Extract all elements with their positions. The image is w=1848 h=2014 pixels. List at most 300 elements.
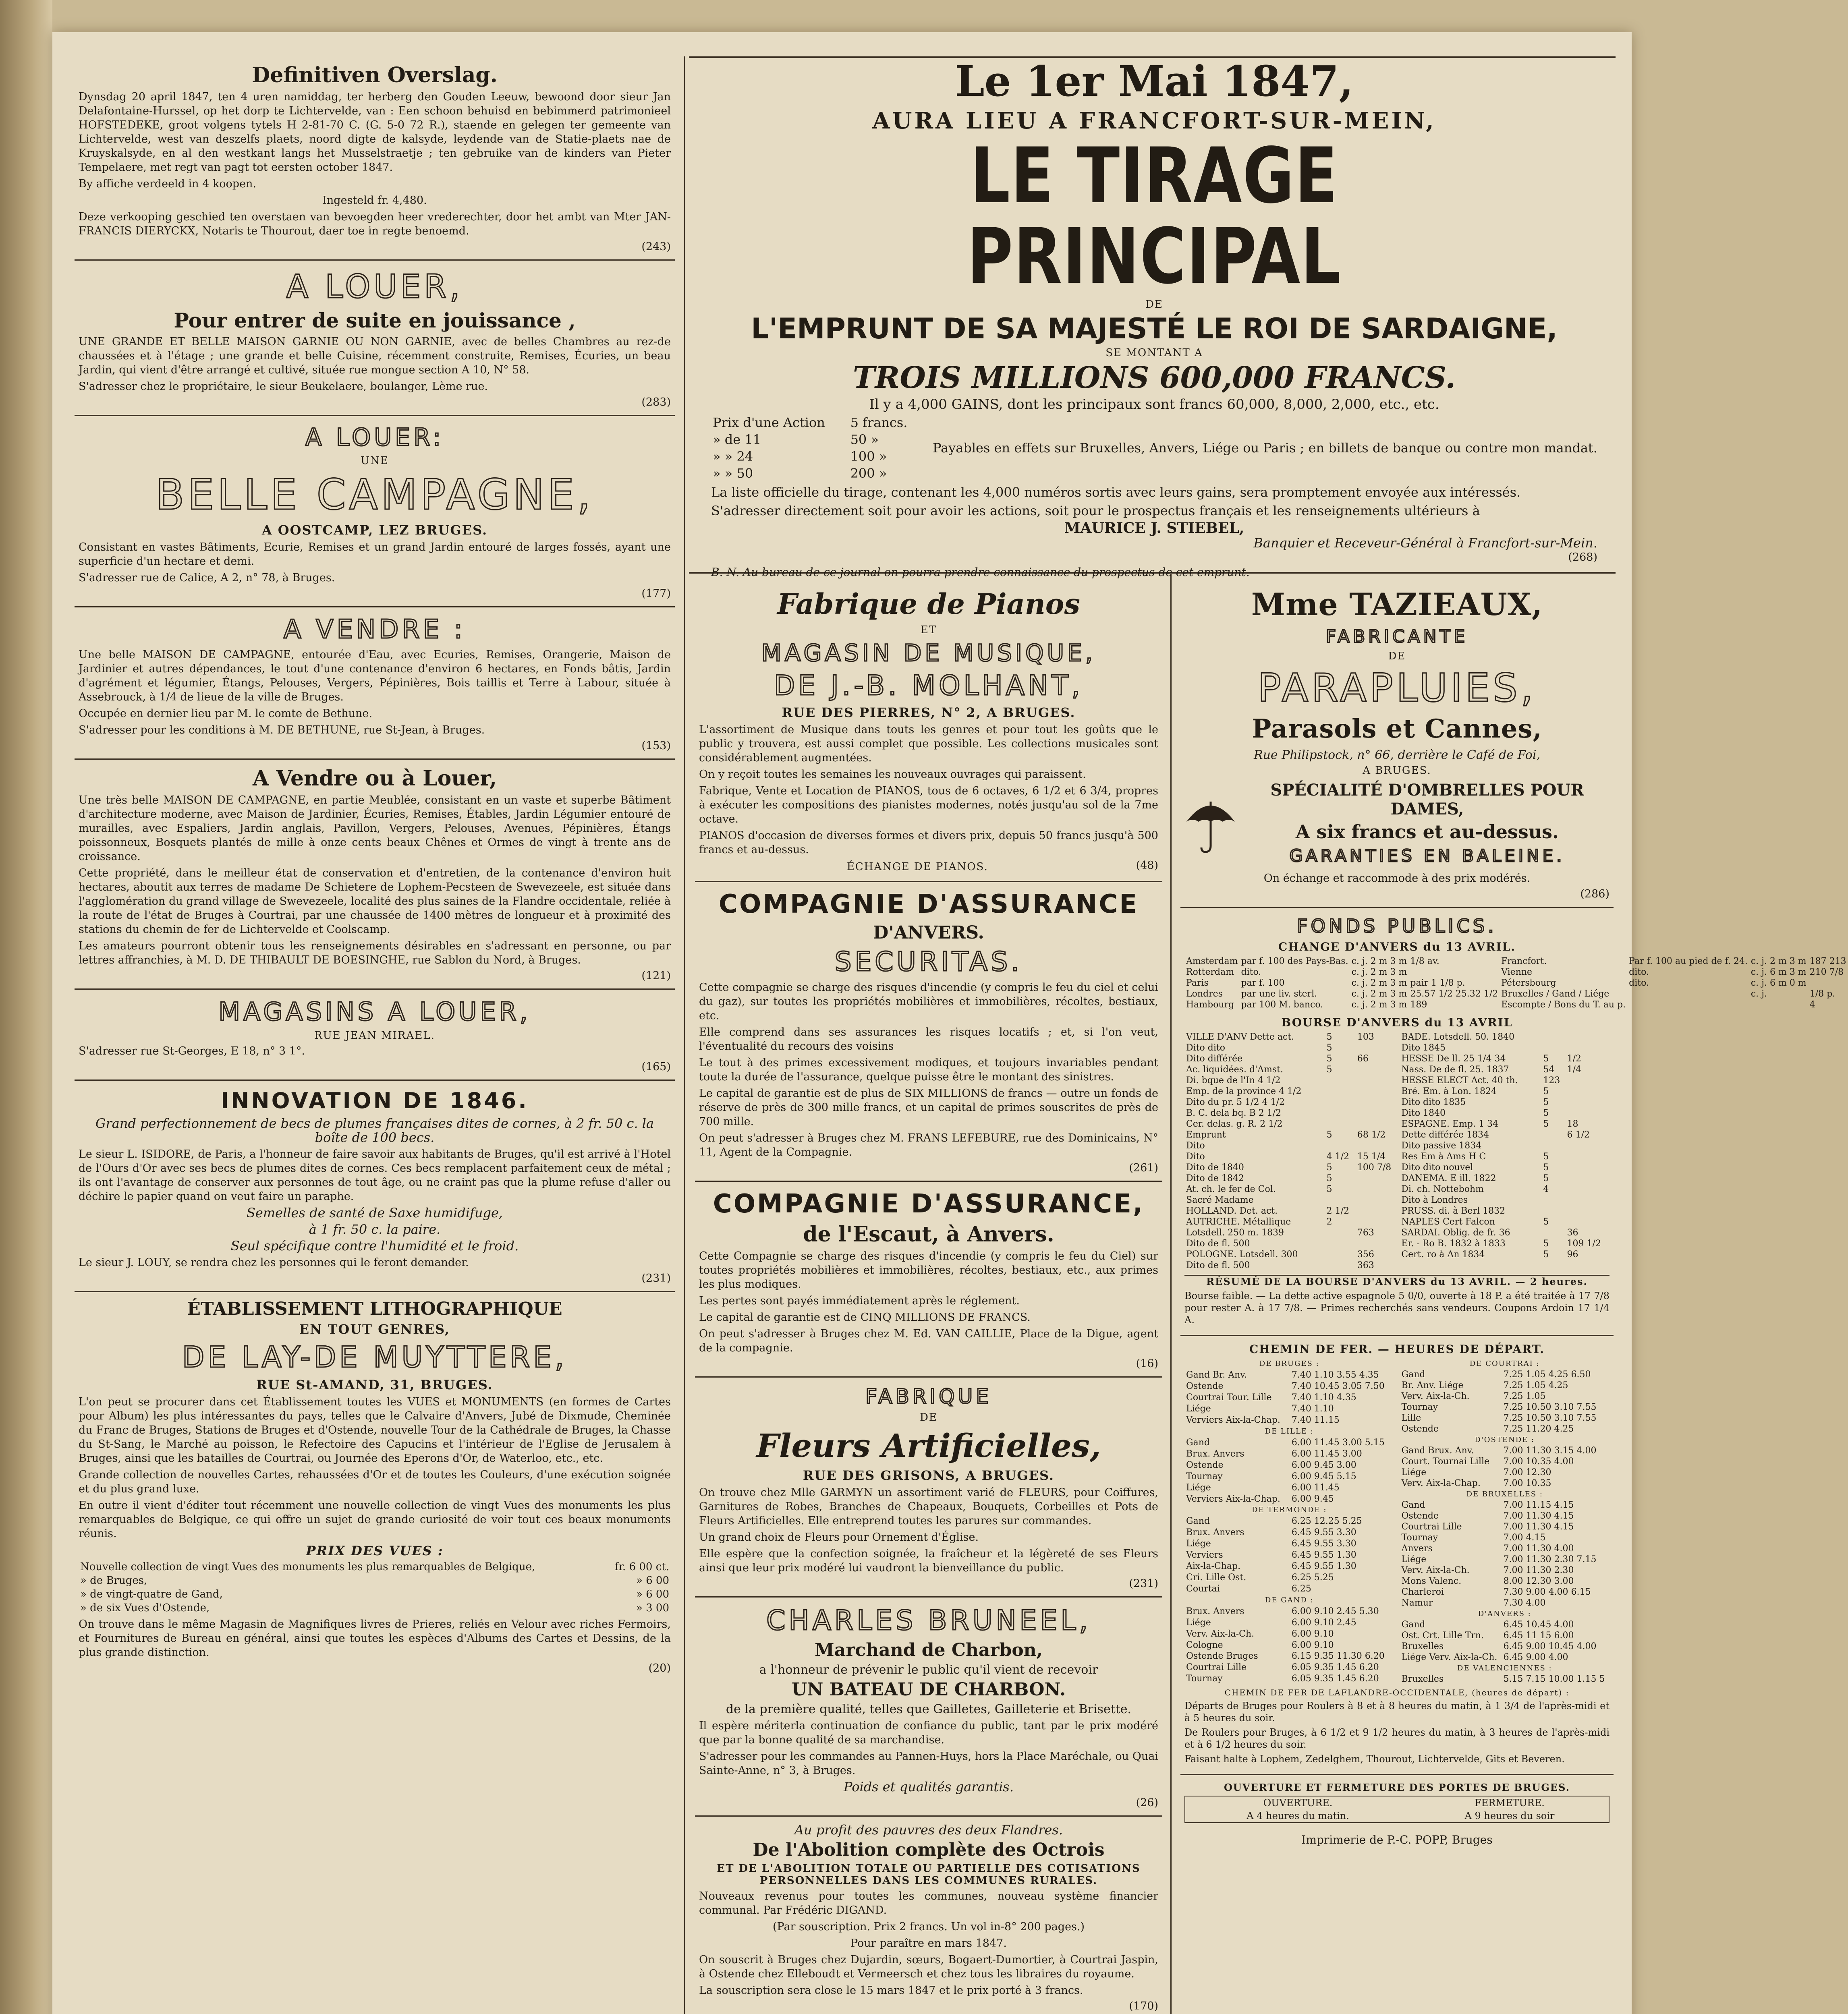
prix-label: » de Bruges, (80, 1575, 147, 1587)
pianos-body: L'assortiment de Musique dans touts les genres et pour tout les goûts que le public y trouvera, est aussi complet que possible. Les collections musicales sont considérablement augmentées. (699, 723, 1158, 764)
innovation-line2: à 1 fr. 50 c. la paire. (309, 1222, 441, 1237)
bourse-price (1356, 1119, 1400, 1129)
bourse-fund: VILLE D'ANV Dette act. (1186, 1032, 1294, 1042)
prix-label: » » 50 (713, 466, 753, 481)
train-times: 6.00 9.10 2.45 5.30 (1291, 1606, 1379, 1616)
bourse-fund: B. C. dela bq. B 2 1/2 (1186, 1108, 1282, 1118)
tirage-nb: B. N. Au bureau de ce journal on pourra prendre connaissance du prospectus de cet emprunt. (711, 566, 1250, 579)
change-term: c. j. 2 m 3 m (1351, 1000, 1407, 1010)
train-origin: D'OSTENDE : (1475, 1436, 1535, 1444)
assur2-title: COMPAGNIE D'ASSURANCE, (713, 1189, 1145, 1219)
bourse-fund: Emprunt (1186, 1130, 1226, 1140)
train-times: 7.25 10.50 3.10 7.55 (1503, 1402, 1597, 1412)
overslag-body2: Deze verkooping geschied ten overstaen van bevoegden heer vrederechter, door het ambt van Mter JAN-FRANCIS DIERYCKX, Notaris te Thourout, daer toe in regte benoemd. (79, 211, 671, 237)
tazieaux-name2: Parasols et Cannes, (1252, 714, 1542, 744)
tazieaux-spec: SPÉCIALITÉ D'OMBRELLES POUR DAMES, (1270, 781, 1584, 818)
prix-label: » de six Vues d'Ostende, (80, 1602, 210, 1614)
umbrella-icon (1184, 794, 1237, 854)
table-row (1184, 1260, 1609, 1271)
change-place: Amsterdam (1186, 956, 1238, 966)
train-times: 6.00 9.45 5.15 (1291, 1471, 1356, 1481)
ad-assurance-securitas (695, 882, 1162, 1182)
tazieaux-de: DE (1388, 650, 1406, 662)
table-row (1184, 1606, 1394, 1617)
vendre-title: A VENDRE : (283, 615, 466, 644)
octrois-head: Au profit des pauvres des deux Flandres. (794, 1822, 1063, 1838)
train-group-header (1184, 1504, 1394, 1516)
table-row (1184, 1184, 1609, 1195)
change-rate-2: 210 7/8 (1809, 967, 1844, 977)
train-times: 7.00 11.30 4.15 (1503, 1511, 1574, 1521)
tirage-liste: La liste officielle du tirage, contenant les 4,000 numéros sortis avec leurs gains, sera promptement envoyée aux intéressés. (711, 485, 1521, 500)
bourse-int: 5 (1326, 1032, 1332, 1042)
bourse-fund: Dito de 1840 (1186, 1162, 1244, 1173)
portes-title: OUVERTURE ET FERMETURE DES PORTES DE BRUGES. (1224, 1782, 1570, 1793)
train-destination: Ostende (1401, 1424, 1439, 1434)
louer1-sub: Pour entrer de suite en jouissance , (174, 309, 576, 332)
fleurs-de: DE (920, 1411, 937, 1423)
table-row (1184, 1032, 1609, 1042)
bourse-price: 68 1/2 (1357, 1130, 1386, 1140)
bourse-price-2 (1566, 1216, 1609, 1227)
portes-v1: A 4 heures du matin. (1247, 1810, 1349, 1821)
bourse-price (1356, 1075, 1400, 1086)
portes-v2: A 9 heures du soir (1464, 1810, 1555, 1821)
change-term: c. j. 2 m 3 m (1351, 956, 1407, 966)
tirage-ref: (268) (1568, 551, 1597, 564)
train-destination: Courtrai Lille (1401, 1522, 1462, 1532)
train-destination: Br. Anv. Liége (1401, 1380, 1464, 1390)
bourse-int-2 (1541, 1206, 1565, 1216)
ad-overslag (75, 56, 675, 261)
ad-a-vendre (75, 607, 675, 760)
train-times: 6.45 9.55 1.30 (1291, 1550, 1356, 1560)
bourse-price-2 (1566, 1032, 1609, 1042)
train-destination: Brux. Anvers (1186, 1448, 1244, 1459)
train-table-left (1184, 1358, 1394, 1685)
bourse-int-2: 5 (1543, 1173, 1549, 1183)
vendrelouer-body3: Les amateurs pourront obtenir tous les renseignements désirables en s'adressant en personne, ou par lettres affranchies, à M. D. DE THIBAULT DE BOESINGHE, rue Sablon du Nord, à Bruges. (79, 940, 671, 966)
train-group-header (1184, 1426, 1394, 1437)
chemin-title: CHEMIN DE FER. — HEURES DE DÉPART. (1249, 1343, 1545, 1356)
litho-body4: On trouve dans le même Magasin de Magnifiques livres de Prieres, reliés en Velour avec riches Fermoirs, et Fournitures de Bureau en général, ainsi que toutes les espèces d'Albums des Cartes et Dessins, de la plus grande distinction. (79, 1618, 671, 1659)
table-row (711, 414, 921, 431)
train-group-header (1400, 1358, 1610, 1369)
bourse-int (1325, 1227, 1356, 1238)
table-row (1184, 1437, 1394, 1448)
innovation-sub: Grand perfectionnement de becs de plumes françaises dites de cornes, à 2 fr. 50 c. la boîte de 100 becs. (95, 1116, 654, 1145)
bourse-fund-2: Dito dito 1835 (1401, 1097, 1466, 1107)
train-times: 7.25 11.20 4.25 (1503, 1424, 1574, 1434)
bourse-fund-2: NAPLES Cert Falcon (1401, 1217, 1495, 1227)
louer1-ref: (283) (641, 396, 671, 408)
bourse-fund-2: Cert. ro à An 1834 (1401, 1249, 1485, 1260)
table-row (79, 1601, 671, 1615)
bourse-fund: Dito du pr. 5 1/2 4 1/2 (1186, 1097, 1285, 1107)
bourse-fund: Dito dito (1186, 1043, 1225, 1053)
octrois-body5: La souscription sera close le 15 mars 1847 et le prix porté à 3 francs. (699, 1984, 1083, 1997)
train-destination: Brux. Anvers (1186, 1606, 1244, 1616)
table-row (1184, 1415, 1394, 1426)
bourse-price: 66 (1357, 1054, 1369, 1064)
train-times: 7.00 11.30 2.30 (1503, 1565, 1574, 1575)
train-origin: DE GAND : (1265, 1595, 1314, 1604)
bourse-price (1356, 1108, 1400, 1119)
assur1-body3: Le tout à des primes excessivement modiques, et toujours invariables pendant toute la durée de l'assurance, quelque puisse être le montant des sinistres. (699, 1057, 1158, 1083)
tirage-de: DE (1145, 298, 1163, 311)
train-destination: Namur (1401, 1598, 1433, 1608)
table-row (1184, 1064, 1609, 1075)
train-group-header (1400, 1608, 1610, 1619)
prix-label: » de vingt-quatre de Gand, (80, 1588, 223, 1600)
table-row (1184, 1151, 1609, 1162)
bourse-fund: Dito (1186, 1141, 1205, 1151)
table-row (1400, 1554, 1610, 1565)
bourse-int (1325, 1140, 1356, 1151)
change-unit: par une liv. sterl. (1241, 989, 1317, 999)
train-destination: Gand Br. Anv. (1186, 1370, 1247, 1380)
bourse-int (1325, 1195, 1356, 1206)
litho-title: ÉTABLISSEMENT LITHOGRAPHIQUE (187, 1299, 562, 1319)
pianos-magasin: MAGASIN DE MUSIQUE, (761, 639, 1096, 667)
table-row (1184, 1140, 1609, 1151)
bourse-price: 103 (1357, 1032, 1374, 1042)
assur2-body2: Les pertes sont payés immédiatement après le réglement. (699, 1295, 1020, 1307)
bourse-price-2: 1/2 (1567, 1054, 1581, 1064)
train-times: 6.00 11.45 3.00 (1291, 1448, 1362, 1459)
table-row (1184, 1572, 1394, 1583)
litho-body3: En outre il vient d'éditer tout récemment une nouvelle collection de vingt Vues des monuments les plus remarquables de Belgique, ce qui offre un sujet de grande curiosité de voir tout ces beaux monuments réunis. (79, 1499, 671, 1540)
train-destination: Lille (1401, 1413, 1421, 1423)
magasins-ref: (165) (641, 1061, 671, 1073)
train-times: 6.45 9.55 3.30 (1291, 1539, 1356, 1549)
bourse-fund: At. ch. le fer de Col. (1186, 1184, 1276, 1194)
train-destination: Gand Brux. Anv. (1401, 1446, 1474, 1456)
prix-label: Nouvelle collection de vingt Vues des monuments les plus remarquables de Belgique, (80, 1561, 535, 1573)
innovation-body2: Le sieur J. LOUY, se rendra chez les personnes qui le feront demander. (79, 1256, 469, 1269)
bourse-price-2: 1/4 (1567, 1065, 1581, 1075)
prix-value: fr. 6 00 ct. (614, 1561, 669, 1573)
train-destination: Courtrai Lille (1186, 1662, 1247, 1673)
ad-innovation (75, 1081, 675, 1292)
change-rate: 25.57 1/2 25.32 1/2 (1410, 989, 1498, 999)
bourse-fund-2: Nass. De de fl. 25. 1837 (1401, 1065, 1509, 1075)
bourse-fund-2: Dito 1840 (1401, 1108, 1446, 1118)
campagne-body2: S'adresser rue de Calice, A 2, n° 78, à Bruges. (79, 572, 335, 584)
bourse-int-2: 5 (1543, 1162, 1549, 1173)
table-row (1400, 1413, 1610, 1423)
table-row (1400, 1587, 1610, 1598)
table-row (1184, 1108, 1609, 1119)
assur1-body: Cette compagnie se charge des risques d'incendie (y compris le feu du ciel et celui du gaz), sur toutes les propriétés mobilières et immobilières, récoltes, bestiaux, etc. (699, 981, 1158, 1022)
bourse-fund: Dito de fl. 500 (1186, 1239, 1250, 1249)
table-row (1184, 1471, 1394, 1482)
tazieaux-name: PARAPLUIES, (1257, 665, 1537, 711)
octrois-sub: ET DE L'ABOLITION TOTALE OU PARTIELLE DES COTISATIONS PERSONNELLES DANS LES COMMUNES RURALES. (717, 1863, 1141, 1887)
fleurs-body2: Un grand choix de Fleurs pour Ornement d'Église. (699, 1531, 979, 1544)
column-right (1180, 580, 1846, 1856)
overslag-title: Definitiven Overslag. (252, 63, 498, 87)
change-term-2: c. j. 2 m 3 m (1751, 956, 1807, 966)
octrois-title: De l'Abolition complète des Octrois (753, 1840, 1105, 1860)
table-row (1400, 1456, 1610, 1467)
prix-value: 50 » (850, 432, 879, 447)
train-times: 6.00 9.45 3.00 (1291, 1460, 1356, 1470)
ad-fleurs (695, 1378, 1162, 1598)
lalandre-title: CHEMIN DE FER DE LAFLANDRE-OCCIDENTALE, (heures de départ) : (1224, 1688, 1570, 1697)
tazieaux-ref: (286) (1580, 888, 1609, 900)
change-rate (1408, 967, 1500, 978)
table-row (1400, 1391, 1610, 1402)
bourse-fund-2: PRUSS. di. à Berl 1832 (1401, 1206, 1506, 1216)
train-destination: Courtrai Tour. Lille (1186, 1392, 1272, 1403)
assur2-ref: (16) (1136, 1357, 1158, 1370)
portes-h2: FERMETURE. (1475, 1797, 1545, 1809)
change-rate-2: 187 213 (1809, 956, 1846, 966)
bourse-price: 15 1/4 (1357, 1152, 1386, 1162)
column-middle (695, 580, 1162, 2014)
change-unit-2 (1627, 999, 1749, 1010)
binding-edge (0, 0, 52, 2014)
vendre-body: Une belle MAISON DE CAMPAGNE, entourée d'Eau, avec Ecuries, Remises, Orangerie, Maison de Jardinier et autres dépendances, le tout d'une contenance d'environ 6 hectares, en Fonds bâtis, Jardin d'agrément et légumier, Étangs, Pelouses, Vergers, Pépinières, Bois taillis et Terre à Labour, située à Assebrouck, à 1/4 de lieue de la ville de Bruges. (79, 649, 671, 703)
train-times: 7.00 11.30 4.00 (1503, 1544, 1574, 1554)
change-term: c. j. 2 m 3 m (1351, 967, 1407, 977)
change-unit: par f. 100 (1241, 978, 1285, 988)
bourse-price (1356, 1195, 1400, 1206)
bourse-int (1325, 1119, 1356, 1129)
train-table-right (1400, 1358, 1610, 1685)
fonds-publics (1180, 908, 1846, 1336)
bourse-price-2 (1566, 1086, 1609, 1097)
bourse-price (1356, 1238, 1400, 1249)
train-destination: Verv. Aix-la-Ch. (1401, 1565, 1470, 1575)
table-row (1400, 1369, 1610, 1380)
ad-belle-campagne (75, 416, 675, 607)
train-destination: Charleroi (1401, 1587, 1444, 1597)
train-origin: DE VALENCIENNES : (1457, 1664, 1552, 1672)
change-unit: par 100 M. banco. (1241, 1000, 1323, 1010)
table-row (1400, 1630, 1610, 1641)
bourse-price-2: 18 (1567, 1119, 1578, 1129)
bourse-fund: AUTRICHE. Métallique (1186, 1217, 1291, 1227)
table-row (711, 448, 921, 465)
table-row (1184, 1628, 1394, 1639)
change-title: CHANGE D'ANVERS du 13 AVRIL. (1278, 940, 1516, 953)
bourse-fund-2: Dito passive 1834 (1401, 1141, 1482, 1151)
bourse-fund-2: Dette différée 1834 (1401, 1130, 1489, 1140)
vendrelouer-ref: (121) (641, 970, 671, 982)
pianos-body2: On y reçoit toutes les semaines les nouveaux ouvrages qui paraissent. (699, 768, 1086, 781)
portes-bruges (1180, 1775, 1614, 1856)
train-group-header (1184, 1594, 1394, 1606)
bourse-int (1325, 1108, 1356, 1119)
table-row (1184, 1119, 1609, 1129)
train-group-header (1184, 1358, 1394, 1370)
prix-value: » 3 00 (636, 1602, 669, 1614)
vendrelouer-body2: Cette propriété, dans le meilleur état de conservation et d'entretien, de la contenance d'environ huit hectares, aboutit aux terres de madame De Schietere de Lophem-Pecsteen de Swevezeele, est située dans l'agglomération du grand village de Swevezeele, localité des plus saines de la Flandre occidentale, reliée à la route de l'état de Bruges à Courtrai, par une chaussée de 1400 mètres de longueur et à proximité des stations du chemin de fer de Lichtervelde et Coolscamp. (79, 867, 671, 936)
bourse-fund: HOLLAND. Det. act. (1186, 1206, 1278, 1216)
table-row (1184, 1392, 1394, 1403)
train-times: 7.40 1.10 3.55 4.35 (1291, 1370, 1379, 1380)
change-place-2: Bruxelles / Gand / Liége (1501, 989, 1609, 999)
bourse-int: 2 (1326, 1217, 1332, 1227)
train-destination: Gand (1186, 1516, 1210, 1527)
bourse-int-2: 5 (1543, 1086, 1549, 1096)
bruneel-title: CHARLES BRUNEEL, (766, 1605, 1091, 1637)
octrois-body: Nouveaux revenus pour toutes les communes, nouveau système financier communal. Par Frédéric DIGAND. (699, 1890, 1158, 1917)
bourse-price (1356, 1206, 1400, 1216)
assur2-body3: Le capital de garantie est de CINQ MILLIONS DE FRANCS. (699, 1311, 1031, 1324)
train-destination: Liége (1186, 1617, 1211, 1628)
train-times: 6.25 5.25 (1291, 1572, 1334, 1583)
train-destination: Tournay (1186, 1471, 1223, 1481)
train-destination: Tournay (1186, 1674, 1223, 1684)
octrois-ref: (170) (1129, 2000, 1158, 2012)
table-row (1400, 1532, 1610, 1543)
train-times: 7.25 1.05 (1503, 1391, 1546, 1401)
bourse-int (1325, 1097, 1356, 1108)
train-times: 7.25 1.05 4.25 6.50 (1503, 1370, 1591, 1380)
table-row (79, 1587, 671, 1601)
assur1-ref: (261) (1129, 1162, 1158, 1174)
train-destination: Mons Valenc. (1401, 1576, 1462, 1586)
table-row (1184, 1042, 1609, 1053)
tirage-date: Le 1er Mai 1847, (955, 56, 1354, 106)
train-times: 6.00 11.45 (1291, 1482, 1340, 1493)
ad-magasins (75, 990, 675, 1081)
portes-table (1184, 1796, 1609, 1823)
prix-value: 200 » (850, 466, 887, 481)
assur2-body4: On peut s'adresser à Bruges chez M. Ed. VAN CAILLIE, Place de la Digue, agent de la compagnie. (699, 1328, 1158, 1354)
train-origin: DE BRUGES : (1259, 1359, 1319, 1368)
bourse-int: 5 (1326, 1184, 1332, 1194)
train-times: 7.00 4.15 (1503, 1533, 1546, 1543)
bruneel-qual: de la première qualité, telles que Gailletes, Gailleterie et Brisette. (726, 1702, 1132, 1716)
table-row (1184, 1370, 1394, 1381)
bourse-int-2 (1541, 1195, 1565, 1206)
tirage-banker-title: Banquier et Receveur-Général à Francfort-sur-Mein. (1253, 535, 1597, 551)
magasins-street: RUE JEAN MIRAEL. (314, 1030, 435, 1042)
ad-bruneel (695, 1598, 1162, 1817)
bourse-fund-2: Bré. Em. à Lon. 1824 (1401, 1086, 1497, 1096)
bourse-int: 5 (1326, 1043, 1332, 1053)
change-table (1184, 956, 1848, 1010)
train-times: 6.45 9.55 3.30 (1291, 1527, 1356, 1538)
bourse-fund-2: Di. ch. Nottebohm (1401, 1184, 1484, 1194)
train-destination: Verv. Aix-la-Ch. (1401, 1391, 1470, 1401)
bourse-int: 5 (1326, 1054, 1332, 1064)
pianos-title: Fabrique de Pianos (777, 587, 1080, 621)
train-destination: Verviers Aix-la-Chap. (1186, 1494, 1280, 1504)
train-origin: DE BRUXELLES : (1466, 1490, 1543, 1498)
table-row (1400, 1576, 1610, 1587)
bourse-price-2 (1566, 1140, 1609, 1151)
table-row (1184, 1249, 1609, 1260)
table-row (1184, 1673, 1394, 1685)
tazieaux-spec2: A six francs et au-dessus. (1295, 821, 1559, 843)
train-destination: Liége Verv. Aix-la-Ch. (1401, 1652, 1497, 1662)
table-row (1400, 1500, 1610, 1510)
bourse-fund: POLOGNE. Lotsdell. 300 (1186, 1249, 1298, 1260)
bourse-fund: Dito (1186, 1152, 1205, 1162)
table-row (1184, 1617, 1394, 1628)
change-term-2: c. j. 6 m 3 m (1751, 967, 1807, 977)
train-destination: Ostende (1186, 1460, 1224, 1470)
table-row (1184, 967, 1848, 978)
pianos-echange: ÉCHANGE DE PIANOS. (846, 861, 988, 873)
bruneel-body: a l'honneur de prévenir le public qu'il vient de recevoir (759, 1663, 1098, 1677)
ad-assurance-escaut (695, 1182, 1162, 1378)
change-unit: par f. 100 des Pays-Bas. (1241, 956, 1348, 966)
train-destination: Liége (1186, 1539, 1211, 1549)
train-origin: D'ANVERS : (1478, 1610, 1531, 1618)
bourse-int: 5 (1326, 1130, 1332, 1140)
train-destination: Court. Tournai Lille (1401, 1457, 1490, 1467)
ad-octrois (695, 1817, 1162, 2014)
train-destination: Bruxelles (1401, 1674, 1444, 1684)
train-destination: Liége (1401, 1554, 1427, 1564)
campagne-name: BELLE CAMPAGNE, (156, 470, 594, 519)
train-times: 7.40 1.10 (1291, 1404, 1334, 1414)
fleurs-street: RUE DES GRISONS, A BRUGES. (803, 1468, 1055, 1483)
train-times: 5.15 7.15 10.00 1.15 5 (1503, 1674, 1605, 1684)
resume-note: Bourse faible. — La dette active espagnole 5 0/0, ouverte à 18 P. a été traitée à 17 7/8 pour rester A. à 17 7/8. — Primes recherchés sans vendeurs. Coupons Ardoin 17 1/4 A. (1184, 1290, 1609, 1326)
tazieaux-city: A BRUGES. (1363, 765, 1431, 777)
train-times: 6.15 9.35 11.30 6.20 (1291, 1651, 1385, 1662)
table-row (1184, 1662, 1394, 1673)
bourse-fund-2: Er. - Ro B. 1832 à 1833 (1401, 1239, 1506, 1249)
bourse-int: 5 (1326, 1162, 1332, 1173)
pianos-body4: PIANOS d'occasion de diverses formes et divers prix, depuis 50 francs jusqu'à 500 francs et au-dessus. (699, 829, 1158, 856)
table-row (1184, 1516, 1394, 1527)
bourse-int: 2 1/2 (1326, 1206, 1350, 1216)
change-place-2: Escompte / Bons du T. au p. (1501, 1000, 1626, 1010)
train-times: 7.00 11.15 4.15 (1503, 1500, 1574, 1510)
train-times: 7.30 9.00 4.00 6.15 (1503, 1587, 1591, 1597)
bourse-int-2: 5 (1543, 1054, 1549, 1064)
train-times: 6.00 9.10 (1291, 1629, 1334, 1639)
litho-prix-title: PRIX DES VUES : (306, 1543, 444, 1558)
change-unit-2: dito. (1629, 967, 1649, 977)
train-origin: DE COURTRAI : (1469, 1359, 1540, 1368)
litho-street: RUE St-AMAND, 31, BRUGES. (256, 1377, 493, 1392)
bourse-int (1325, 1260, 1356, 1271)
train-group-header (1400, 1663, 1610, 1674)
change-rate-2: 1/8 p. (1809, 989, 1836, 999)
change-place-2: Francfort. (1501, 956, 1547, 966)
bourse-int-2 (1541, 1042, 1565, 1053)
vendre-body3: S'adresser pour les conditions à M. DE BETHUNE, rue St-Jean, à Bruges. (79, 724, 485, 736)
change-place-2: Pétersbourg (1501, 978, 1556, 988)
table-row (1184, 1173, 1609, 1184)
tazieaux-title: Mme TAZIEAUX, (1251, 586, 1543, 622)
ad-tirage-principal (695, 56, 1614, 579)
column-rule-1 (684, 56, 685, 2014)
table-row (1400, 1445, 1610, 1456)
train-times: 7.40 11.15 (1291, 1415, 1340, 1426)
octrois-body3: Pour paraître en mars 1847. (850, 1937, 1007, 1950)
table-row (1400, 1510, 1610, 1521)
table-row (1184, 1216, 1609, 1227)
assur1-body2: Elle comprend dans ses assurances les risques locatifs ; et, si l'on veut, l'éventualité du recours des voisins (699, 1026, 1158, 1053)
campagne-body: Consistant en vastes Bâtiments, Ecurie, Remises et un grand Jardin entouré de larges fossés, ayant une superficie d'un hectare et demi. (79, 541, 671, 568)
train-times: 6.45 10.45 4.00 (1503, 1620, 1574, 1630)
bourse-fund-2 (1400, 1260, 1541, 1271)
change-rate: 189 (1410, 1000, 1427, 1010)
litho-body: L'on peut se procurer dans cet Établissement toutes les VUES et MONUMENTS (en formes de Cartes pour Album) les plus intéressantes du pays, telles que le Calvaire d'Anvers, Jubé de Dixmude, Cheminée du Franc de Bruges, Stations de Bruges et d'Ostende, nouvelle Tour de la Cathédrale de Bruges, la Chasse du St-Sang, le Marché au poisson, le Refectoire des Capucins et l'intérieur de l'Eglise de Jerusalem à Bruges, ainsi que les batailles de Courtrai, ou Journée des Eperons d'Or, de Waterloo, etc., etc. (79, 1396, 671, 1465)
table-row (1400, 1478, 1610, 1489)
bourse-int: 4 1/2 (1326, 1152, 1350, 1162)
